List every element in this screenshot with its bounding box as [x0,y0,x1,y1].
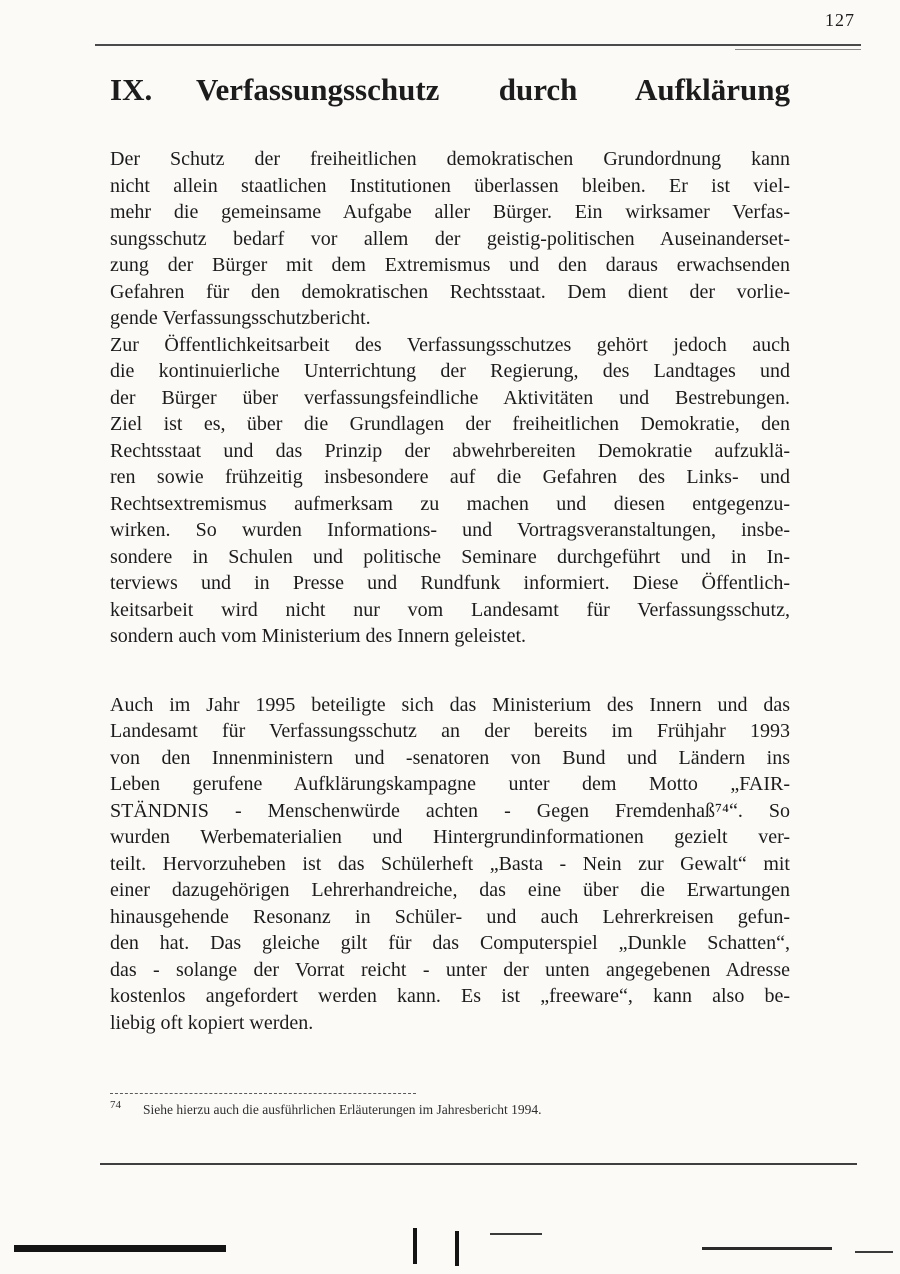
chapter-numeral: IX. [110,72,153,107]
text-line: Auch im Jahr 1995 beteiligte sich das Ministerium des Innern und das [110,693,790,716]
text-line: von den Innenministern und -senatoren von Bund und Ländern ins [110,746,790,769]
footer-rule [100,1163,857,1165]
text-line: Ziel ist es, über die Grundlagen der freiheitlichen Demokratie, den [110,413,790,435]
scan-artifact-dash-mid [490,1233,542,1235]
text-line: der Bürger über verfassungsfeindliche Aktivitäten und Bestrebungen. [110,386,790,409]
scan-artifact-dash-right [855,1251,893,1253]
text-line: Gefahren für den demokratischen Rechtsstaat. Dem dient der vorlie- [110,280,790,303]
text-line: Rechtsextremismus aufmerksam zu machen und diesen entgegenzu- [110,492,790,515]
paragraph [110,146,790,650]
chapter-title: Verfassungsschutz durch Aufklärung [196,72,790,107]
scan-artifact-bar-left [14,1245,226,1252]
text-line: hinausgehende Resonanz in Schüler- und auch Lehrerkreisen gefun- [110,905,790,928]
text-line: gende Verfassungsschutzbericht. [110,307,371,329]
footnote [110,1099,790,1118]
text-line: Leben gerufene Aufklärungskampagne unter dem Motto „FAIR- [110,773,790,795]
header-rule-echo [735,49,861,50]
header-rule [95,44,861,46]
text-line: die kontinuierliche Unterrichtung der Regierung, des Landtages und [110,360,790,382]
text-line: nicht allein staatlichen Institutionen überlassen bleiben. Er ist viel- [110,174,790,197]
text-line: keitsarbeit wird nicht nur vom Landesamt für Verfassungsschutz, [110,598,790,621]
paragraph [110,692,790,1037]
page-number: 127 [825,10,855,30]
text-line: sondern auch vom Ministerium des Innern geleistet. [110,625,527,647]
text-line: das - solange der Vorrat reicht - unter der unten angegebenen Adresse [110,958,790,981]
text-line: wirken. So wurden Informations- und Vortragsveranstaltungen, insbe- [110,519,790,541]
text-line: einer dazugehörigen Lehrerhandreiche, das eine über die Erwartungen [110,879,790,901]
text-line: kostenlos angefordert werden kann. Es ist „freeware“, kann also be- [110,985,790,1007]
text-line: Zur Öffentlichkeitsarbeit des Verfassungsschutzes gehört jedoch auch [110,333,790,356]
text-line: den hat. Das gleiche gilt für das Computerspiel „Dunkle Schatten“, [110,932,790,954]
text-line: teilt. Hervorzuheben ist das Schülerheft „Basta - Nein zur Gewalt“ mit [110,852,790,875]
text-line: Rechtsstaat und das Prinzip der abwehrbereiten Demokratie aufzuklä- [110,439,790,462]
text-line: STÄNDNIS - Menschenwürde achten - Gegen Fremdenhaß⁷⁴“. So [110,799,790,822]
scan-artifact-tick-2 [455,1231,459,1266]
text-line: Landesamt für Verfassungsschutz an der bereits im Frühjahr 1993 [110,720,790,742]
footnote-text: Siehe hierzu auch die ausführlichen Erläuterungen im Jahresbericht 1994. [143,1102,542,1117]
text-line: Der Schutz der freiheitlichen demokratischen Grundordnung kann [110,148,790,170]
page-content [110,70,790,1036]
chapter-heading [110,70,790,110]
text-line: wurden Werbematerialien und Hintergrundinformationen gezielt ver- [110,826,790,848]
footnote-marker: 74 [110,1099,121,1111]
text-line: liebig oft kopiert werden. [110,1011,314,1034]
text-line: ren sowie frühzeitig insbesondere auf die Gefahren des Links- und [110,466,790,488]
text-line: sungsschutz bedarf vor allem der geistig-politischen Auseinanderset- [110,227,790,250]
text-line: zung der Bürger mit dem Extremismus und den daraus erwachsenden [110,254,790,276]
body-text [110,146,790,1036]
text-line: terviews und in Presse und Rundfunk informiert. Diese Öffentlich- [110,572,790,594]
text-line: mehr die gemeinsame Aufgabe aller Bürger. Ein wirksamer Verfas- [110,201,790,223]
scan-artifact-tick-1 [413,1228,417,1264]
text-line: sondere in Schulen und politische Seminare durchgeführt und in In- [110,545,790,568]
footnote-separator [110,1093,416,1094]
scan-artifact-line-right [702,1247,832,1250]
